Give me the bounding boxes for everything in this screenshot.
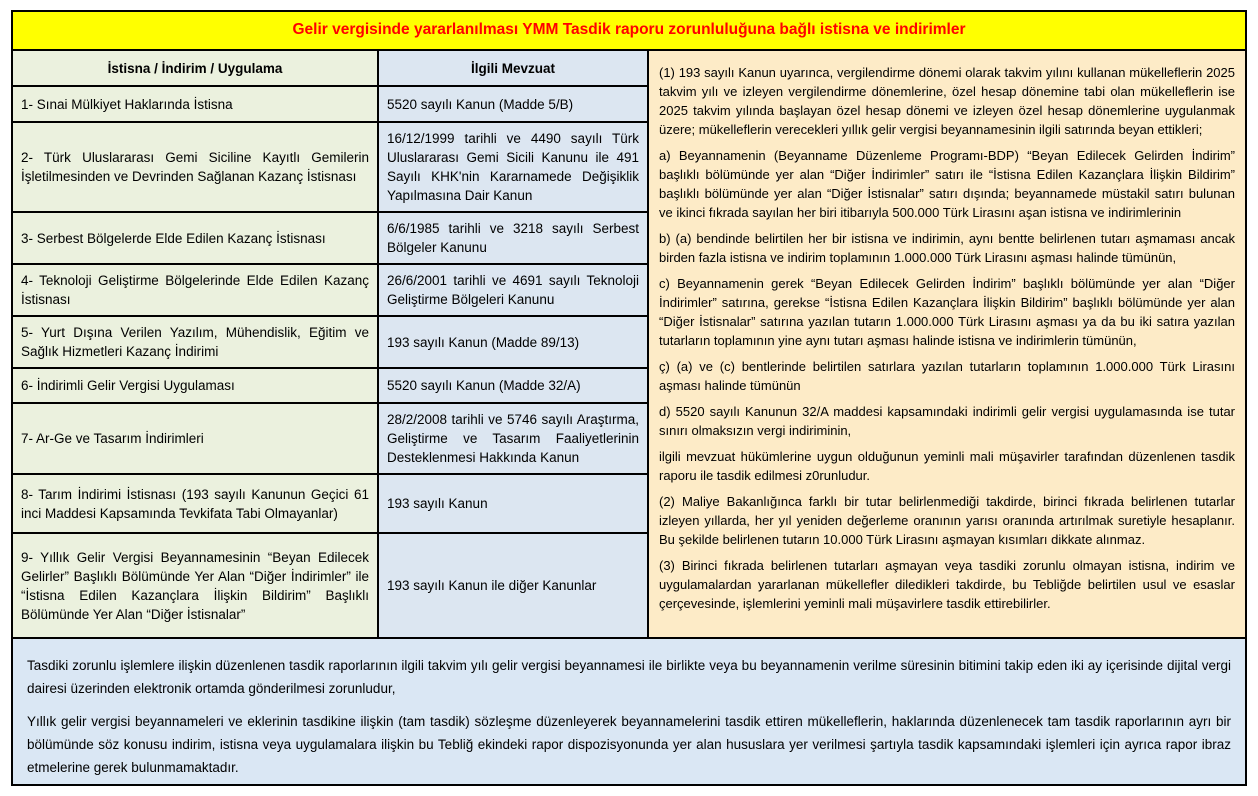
- istisna-cell: 7- Ar-Ge ve Tasarım İndirimleri: [13, 404, 379, 473]
- mevzuat-cell: 5520 sayılı Kanun (Madde 32/A): [379, 369, 647, 402]
- note-paragraph-b: b) (a) bendinde belirtilen her bir istisna ve indirimin, aynı bentte belirlenen tutarı aşmaması ancak birden fazla istisna ve indirim toplamının 1.000.000 Türk Lirasını aşması halinde tümünün,: [659, 231, 1235, 265]
- istisna-cell: 5- Yurt Dışına Verilen Yazılım, Mühendislik, Eğitim ve Sağlık Hizmetleri Kazanç İndirimi: [13, 317, 379, 367]
- istisna-cell: 8- Tarım İndirimi İstisnası (193 sayılı Kanunun Geçici 61 inci Maddesi Kapsamında Tevkifata Tabi Olmayanlar): [13, 475, 379, 532]
- content-area: [13, 51, 1245, 639]
- note-paragraph-c: c) Beyannamenin gerek “Beyan Edilecek Gelirden İndirim” başlıklı bölümünde yer alan “Diğer İndirimler” satırına, gerekse “İstisna Edilen Kazançlara İlişkin Bildirim” başlıklı bölümünde yer alan “Diğer İstisnalar” satırına yazılan tutarın 1.000.000 Türk Lirasını aşması ya da bu iki satıra yazılan tutarların toplamının yine aynı tutarı aşması halinde istisna ve indirimlerin tümünün,: [659, 276, 1235, 348]
- footer-paragraph-2: Yıllık gelir vergisi beyannameleri ve eklerinin tasdikine ilişkin (tam tasdik) sözleşme düzenleyerek beyannamelerini tasdik ettiren mükelleflerin, haklarında düzenlenecek tam tasdik raporlarının ayrı bir bölümünde söz konusu indirim, istisna veya uygulamalara ilişkin bu Tebliğ ekindeki rapor dispozisyonunda yer alan hususlara yer verilmesi şartıyla tasdik kapsamındaki işlemleri için ayrıca rapor ibraz etmelerine gerek bulunmamaktadır.: [27, 714, 1231, 775]
- header-mevzuat-column: İlgili Mevzuat: [379, 51, 647, 85]
- notes-panel: [649, 51, 1245, 637]
- mevzuat-cell: 16/12/1999 tarihli ve 4490 sayılı Türk Uluslararası Gemi Sicili Kanunu ile 491 Sayılı KHK'nin Kararnamede Değişiklik Yapılmasına Dair Kanun: [379, 123, 647, 211]
- mevzuat-cell: 193 sayılı Kanun (Madde 89/13): [379, 317, 647, 367]
- note-paragraph-3: (3) Birinci fıkrada belirlenen tutarları aşmayan veya tasdiki zorunlu olmayan istisna, indirim ve uygulamalardan yararlanan mükellefler diledikleri takdirde, bu Tebliğde belirtilen usul ve esaslar çerçevesinde, işlemlerini yeminli mali müşavirlere tasdik ettirebilirler.: [659, 558, 1235, 611]
- document-title: Gelir vergisinde yararlanılması YMM Tasdik raporu zorunluluğuna bağlı istisna ve indirimler: [13, 12, 1245, 51]
- note-paragraph-1: (1) 193 sayılı Kanun uyarınca, vergilendirme dönemi olarak takvim yılını kullanan mükelleflerin 2025 takvim yılı ve izleyen vergilendirme dönemlerine, özel hesap dönemine tabi olan mükelleflerin ise 2025 takvim yılında başlayan özel hesap dönemi ve izleyen özel hesap dönemlerine uygulanmak üzere; mükelleflerin verecekleri yıllık gelir vergisi beyannamesinin ilgili satırında beyan ettikleri;: [659, 65, 1235, 137]
- table-row: [13, 534, 647, 637]
- istisna-cell: 3- Serbest Bölgelerde Elde Edilen Kazanç İstisnası: [13, 213, 379, 263]
- istisna-cell: 9- Yıllık Gelir Vergisi Beyannamesinin “Beyan Edilecek Gelirler” Başlıklı Bölümünde Yer Alan “Diğer İndirimler” ile “İstisna Edilen Kazançlara İlişkin Bildirim” Başlıklı Bölümünde Yer Alan “Diğer İstisnalar”: [13, 534, 379, 637]
- note-paragraph-conclusion: ilgili mevzuat hükümlerine uygun olduğunun yeminli mali müşavirler tarafından düzenlenen tasdik raporu ile tasdik edilmesi z0runludur.: [659, 449, 1235, 483]
- istisna-cell: 4- Teknoloji Geliştirme Bölgelerinde Elde Edilen Kazanç İstisnası: [13, 265, 379, 315]
- istisna-cell: 1- Sınai Mülkiyet Haklarında İstisna: [13, 87, 379, 121]
- table-row: [13, 475, 647, 534]
- exemptions-table: [13, 51, 649, 637]
- footer-section: [13, 639, 1245, 784]
- table-row: [13, 317, 647, 369]
- table-row: [13, 369, 647, 404]
- table-row: [13, 265, 647, 317]
- note-paragraph-a: a) Beyannamenin (Beyanname Düzenleme Programı-BDP) “Beyan Edilecek Gelirden İndirim” başlıklı bölümünde yer alan “Diğer İndirimler” satırı ile “İstisna Edilen Kazançlara İlişkin Bildirim” başlıklı bölümünde yer alan “Diğer İstisnalar” satırı dışında; beyannamede müstakil satırı bulunan ve ikinci fıkrada sayılan her biri itibarıyla 500.000 Türk Lirasını aşan istisna ve indirimlerinin: [659, 148, 1235, 220]
- note-paragraph-2: (2) Maliye Bakanlığınca farklı bir tutar belirlenmediği takdirde, birinci fıkrada belirlenen tutarlar izleyen yıllarda, her yıl yeniden değerleme oranının yarısı oranında artırılmak suretiyle hesaplanır. Bu şekilde belirlenen tutarın 10.000 Türk Lirasını aşmayan kısımları dikkate alınmaz.: [659, 494, 1235, 547]
- table-header-row: [13, 51, 647, 87]
- table-row: [13, 213, 647, 265]
- mevzuat-cell: 193 sayılı Kanun ile diğer Kanunlar: [379, 534, 647, 637]
- mevzuat-cell: 6/6/1985 tarihli ve 3218 sayılı Serbest Bölgeler Kanunu: [379, 213, 647, 263]
- table-row: [13, 87, 647, 123]
- document-frame: [11, 10, 1247, 786]
- mevzuat-cell: 26/6/2001 tarihli ve 4691 sayılı Teknoloji Geliştirme Bölgeleri Kanunu: [379, 265, 647, 315]
- table-row: [13, 123, 647, 213]
- mevzuat-cell: 28/2/2008 tarihli ve 5746 sayılı Araştırma, Geliştirme ve Tasarım Faaliyetlerinin Desteklenmesi Hakkında Kanun: [379, 404, 647, 473]
- note-paragraph-d: d) 5520 sayılı Kanunun 32/A maddesi kapsamındaki indirimli gelir vergisi uygulamasında ise tutar sınırı olmaksızın vergi indiriminin,: [659, 404, 1235, 438]
- mevzuat-cell: 5520 sayılı Kanun (Madde 5/B): [379, 87, 647, 121]
- istisna-cell: 6- İndirimli Gelir Vergisi Uygulaması: [13, 369, 379, 402]
- istisna-cell: 2- Türk Uluslararası Gemi Siciline Kayıtlı Gemilerin İşletilmesinden ve Devrinden Sağlanan Kazanç İstisnası: [13, 123, 379, 211]
- header-istisna-column: İstisna / İndirim / Uygulama: [13, 51, 379, 85]
- mevzuat-cell: 193 sayılı Kanun: [379, 475, 647, 532]
- footer-paragraph-1: Tasdiki zorunlu işlemlere ilişkin düzenlenen tasdik raporlarının ilgili takvim yılı gelir vergisi beyannamesi ile birlikte veya bu beyannamenin verilme süresinin bitimini takip eden iki ay içerisinde dijital vergi dairesi üzerinden elektronik ortamda gönderilmesi zorunludur,: [27, 658, 1231, 696]
- table-row: [13, 404, 647, 475]
- note-paragraph-cc: ç) (a) ve (c) bentlerinde belirtilen satırlara yazılan tutarların toplamının 1.000.000 Türk Lirasını aşması halinde tümünün: [659, 359, 1235, 393]
